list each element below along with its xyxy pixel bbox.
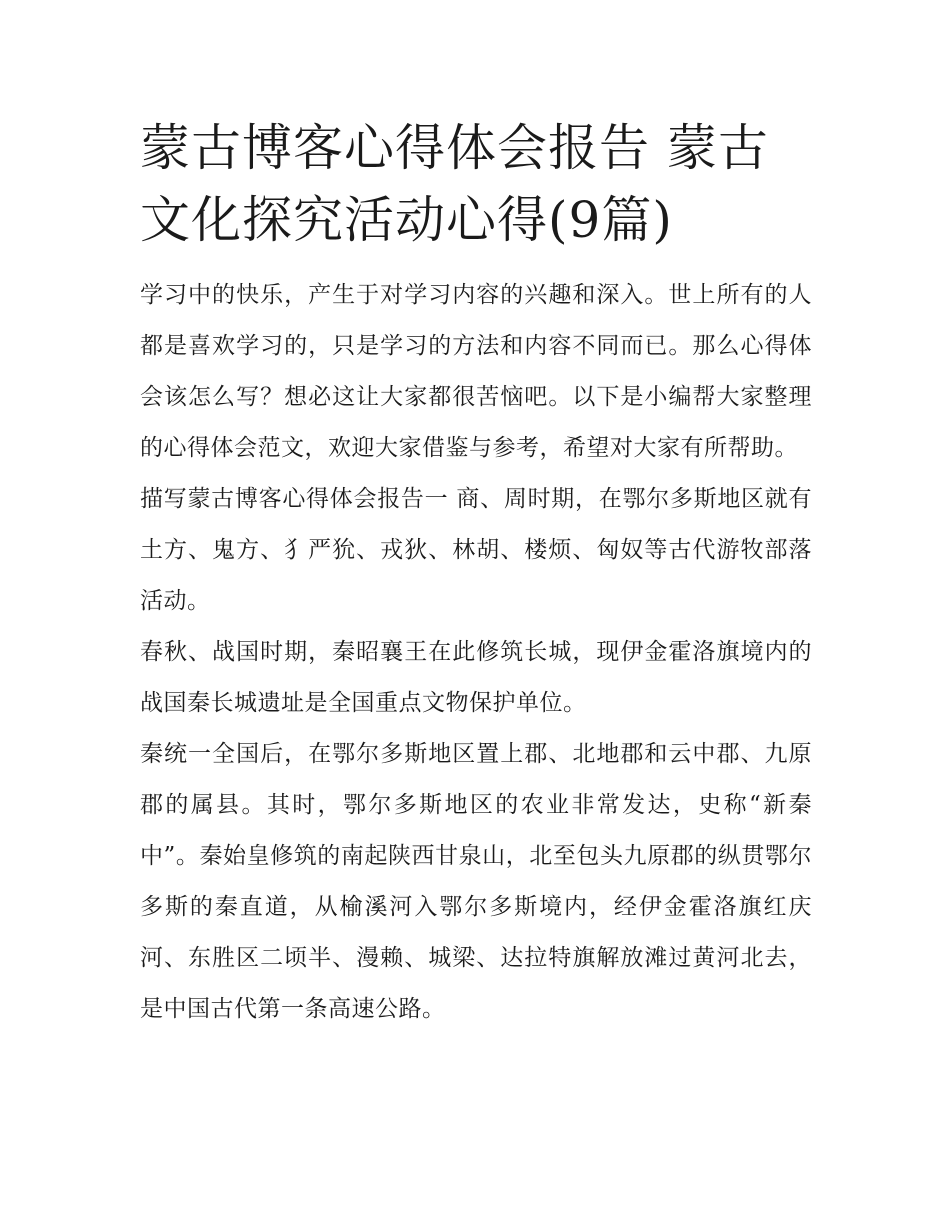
paragraph-intro: 学习中的快乐，产生于对学习内容的兴趣和深入。世上所有的人都是喜欢学习的，只是学习的方法和内容不同而已。那么心得体会该怎么写？想必这让大家都很苦恼吧。以下是小编帮大家整理的心得体会范文，欢迎大家借鉴与参考，希望对大家有所帮助。 (140, 282, 812, 461)
paragraph-shang-zhou: 描写蒙古博客心得体会报告一 商、周时期，在鄂尔多斯地区就有土方、鬼方、犭严狁、戎狄、林胡、楼烦、匈奴等古代游牧部落活动。 (140, 486, 812, 614)
paragraph-qin-unification: 秦统一全国后，在鄂尔多斯地区置上郡、北地郡和云中郡、九原郡的属县。其时，鄂尔多斯地区的农业非常发达，史称“新秦中”。秦始皇修筑的南起陕西甘泉山，北至包头九原郡的纵贯鄂尔多斯的秦直道，从榆溪河入鄂尔多斯境内，经伊金霍洛旗红庆河、东胜区二顷半、漫赖、城梁、达拉特旗解放滩过黄河北去，是中国古代第一条高速公路。 (140, 741, 812, 1022)
document-title: 蒙古博客心得体会报告 蒙古文化探究活动心得(9篇) (140, 119, 769, 249)
document-body (140, 112, 812, 1035)
paragraph-spring-autumn: 春秋、战国时期，秦昭襄王在此修筑长城，现伊金霍洛旗境内的战国秦长城遗址是全国重点文物保护单位。 (140, 639, 812, 716)
